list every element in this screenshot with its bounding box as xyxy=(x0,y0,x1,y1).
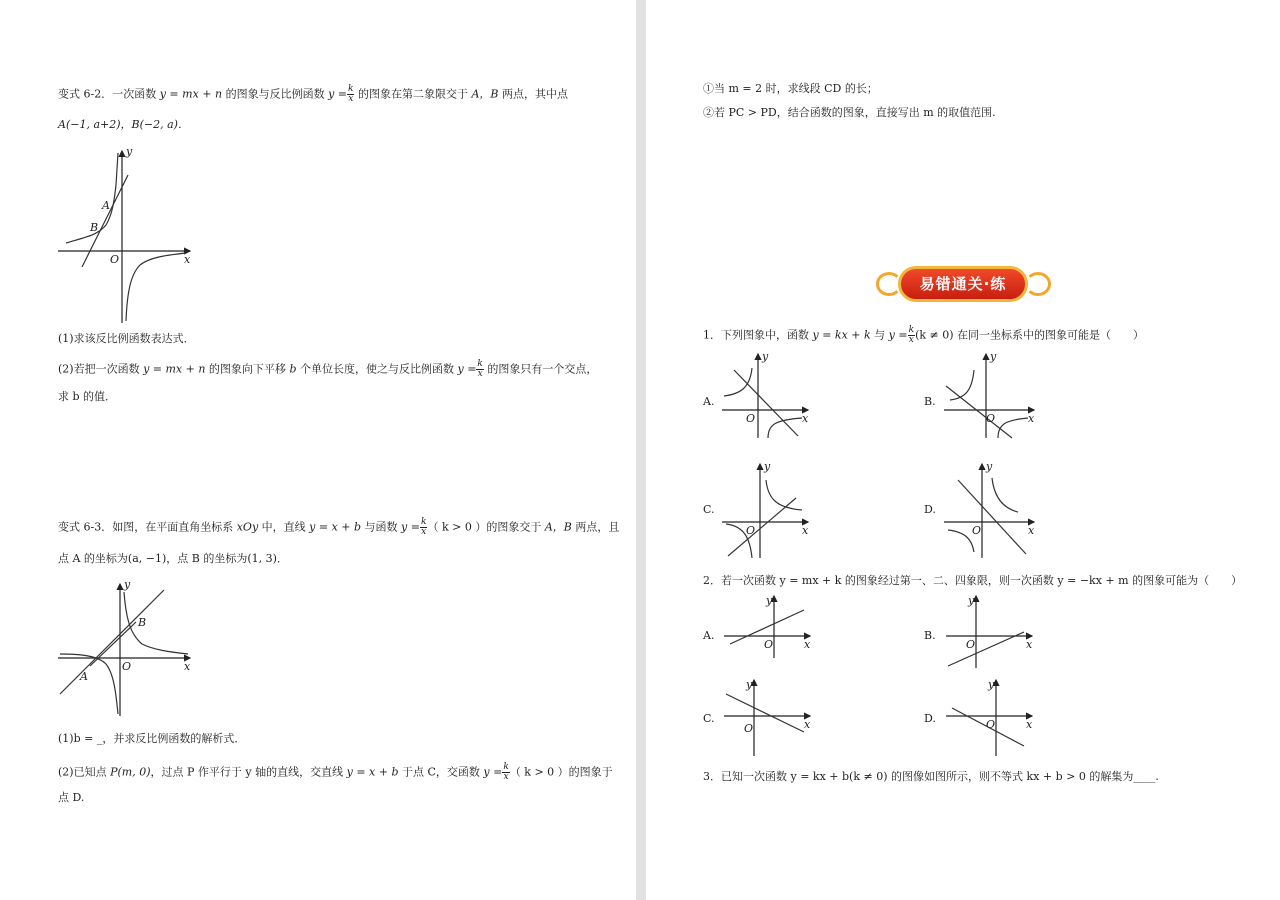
q1-option-d-label[interactable]: D. xyxy=(924,503,936,516)
y-label: y xyxy=(124,578,131,591)
question-3-stem: 3．已知一次函数 y = kx + b(k ≠ 0) 的图像如图所示，则不等式 kx + b > 0 的解集为____. xyxy=(703,770,1159,783)
hyperbola-branch-3rd xyxy=(60,654,118,714)
q1-option-d-graph xyxy=(942,460,1042,560)
x-label: x xyxy=(184,253,191,266)
problem-6-3-q1: (1)b = _，并求反比例函数的解析式． xyxy=(58,732,246,745)
fraction-k-over-x: $\frac{k}{x}$ xyxy=(348,84,354,104)
problem-6-2-q1: (1)求该反比例函数表达式． xyxy=(58,332,195,345)
svg-text:O: O xyxy=(744,722,754,735)
problem-6-2-line1: 变式 6-2．一次函数 y = mx + n 的图象与反比例函数 y = $\frac{k}{x}$ 的图象在第二象限交于 A，B 两点，其中点 xyxy=(58,84,569,104)
svg-text:y: y xyxy=(988,678,995,691)
point-a-label: A xyxy=(102,199,110,212)
problem-6-3-points: 点 A 的坐标为(a, −1)，点 B 的坐标为(1, 3)． xyxy=(58,552,288,565)
svg-text:O: O xyxy=(764,638,774,651)
q1-option-a-graph xyxy=(720,350,820,440)
q2-option-a-label[interactable]: A. xyxy=(703,629,715,642)
origin-label: O xyxy=(110,253,120,266)
problem-6-2-q2: (2)若把一次函数 y = mx + n 的图象向下平移 b 个单位长度，使之与反比例函数 y = $\frac{k}{x}$ 的图象只有一个交点， xyxy=(58,359,598,379)
svg-text:y: y xyxy=(968,594,975,607)
point-b-label: B xyxy=(90,221,99,234)
svg-text:x: x xyxy=(1026,718,1033,731)
problem-6-2-q2-line2: 求 b 的值． xyxy=(58,390,117,403)
point-b-label: B xyxy=(138,616,147,629)
y-label: y xyxy=(126,145,133,158)
hyperbola-branch-4th xyxy=(126,253,186,321)
svg-text:y: y xyxy=(986,460,993,473)
problem-6-3-line1: 变式 6-3．如图，在平面直角坐标系 xOy 中，直线 y = x + b 与函数 y = $\frac{k}{x}$ （ k > 0 ）的图象交于 A，B 两点，且 xyxy=(58,517,620,537)
svg-text:y: y xyxy=(764,460,771,473)
x-label: x xyxy=(184,660,191,673)
svg-text:O: O xyxy=(746,412,756,425)
svg-text:y: y xyxy=(990,350,997,363)
problem-6-2-points: A(−1, a+2)，B(−2, a)． xyxy=(58,118,189,131)
svg-text:x: x xyxy=(802,524,809,537)
q2-option-d-label[interactable]: D. xyxy=(924,712,936,725)
point-a-label: A xyxy=(80,670,88,683)
q2-option-b-label[interactable]: B. xyxy=(924,629,936,642)
q1-option-b-label[interactable]: B. xyxy=(924,395,936,408)
error-practice-banner xyxy=(876,260,1051,310)
problem-6-3-figure xyxy=(58,578,198,718)
problem-6-3-q2: (2)已知点 P(m, 0)，过点 P 作平行于 y 轴的直线，交直线 y = x + b 于点 C，交函数 y = $\frac{k}{x}$ （ k > 0 ）的图象于 xyxy=(58,762,613,782)
right-page xyxy=(646,0,1280,900)
q2-option-d-graph xyxy=(944,676,1044,758)
svg-text:x: x xyxy=(804,718,811,731)
svg-text:O: O xyxy=(746,524,756,537)
q1-option-c-graph xyxy=(720,460,820,560)
q1-option-b-graph xyxy=(942,350,1042,440)
line-mx-n xyxy=(82,175,128,267)
subquestion-2: ②若 PC > PD，结合函数的图象，直接写出 m 的取值范围. xyxy=(703,106,996,119)
hyperbola-branch-1st xyxy=(124,592,188,654)
q2-option-c-graph xyxy=(722,676,822,758)
svg-text:y: y xyxy=(746,678,753,691)
subquestion-1: ①当 m = 2 时，求线段 CD 的长； xyxy=(703,82,878,95)
svg-text:x: x xyxy=(1026,638,1033,651)
q1-option-a-label[interactable]: A. xyxy=(703,395,715,408)
page-divider xyxy=(636,0,646,900)
svg-text:O: O xyxy=(986,412,996,425)
banner-title: 易错通关·练 xyxy=(919,275,1007,293)
svg-text:x: x xyxy=(802,412,809,425)
problem-6-3-q2-line2: 点 D. xyxy=(58,791,85,804)
svg-text:O: O xyxy=(986,718,996,731)
line-x-plus-b xyxy=(60,590,164,694)
q1-option-c-label[interactable]: C. xyxy=(703,503,715,516)
question-2-stem: 2．若一次函数 y = mx + k 的图象经过第一、二、四象限，则一次函数 y = −kx + m 的图象可能为（ ） xyxy=(703,574,1243,587)
svg-text:y: y xyxy=(762,350,769,363)
svg-text:O: O xyxy=(966,638,976,651)
svg-text:y: y xyxy=(766,594,773,607)
q2-option-c-label[interactable]: C. xyxy=(703,712,715,725)
svg-text:x: x xyxy=(1028,412,1035,425)
svg-text:x: x xyxy=(1028,524,1035,537)
right-swirl-ornament xyxy=(1025,272,1051,296)
svg-text:x: x xyxy=(804,638,811,651)
svg-text:O: O xyxy=(972,524,982,537)
q2-option-a-graph xyxy=(722,592,822,660)
origin-label: O xyxy=(122,660,132,673)
q2-option-b-graph xyxy=(944,592,1044,672)
question-1-stem: 1．下列图象中，函数 y = kx + k 与 y = $\frac{k}{x}$ (k ≠ 0) 在同一坐标系中的图象可能是（ ） xyxy=(703,325,1145,345)
problem-6-2-figure xyxy=(58,145,198,325)
